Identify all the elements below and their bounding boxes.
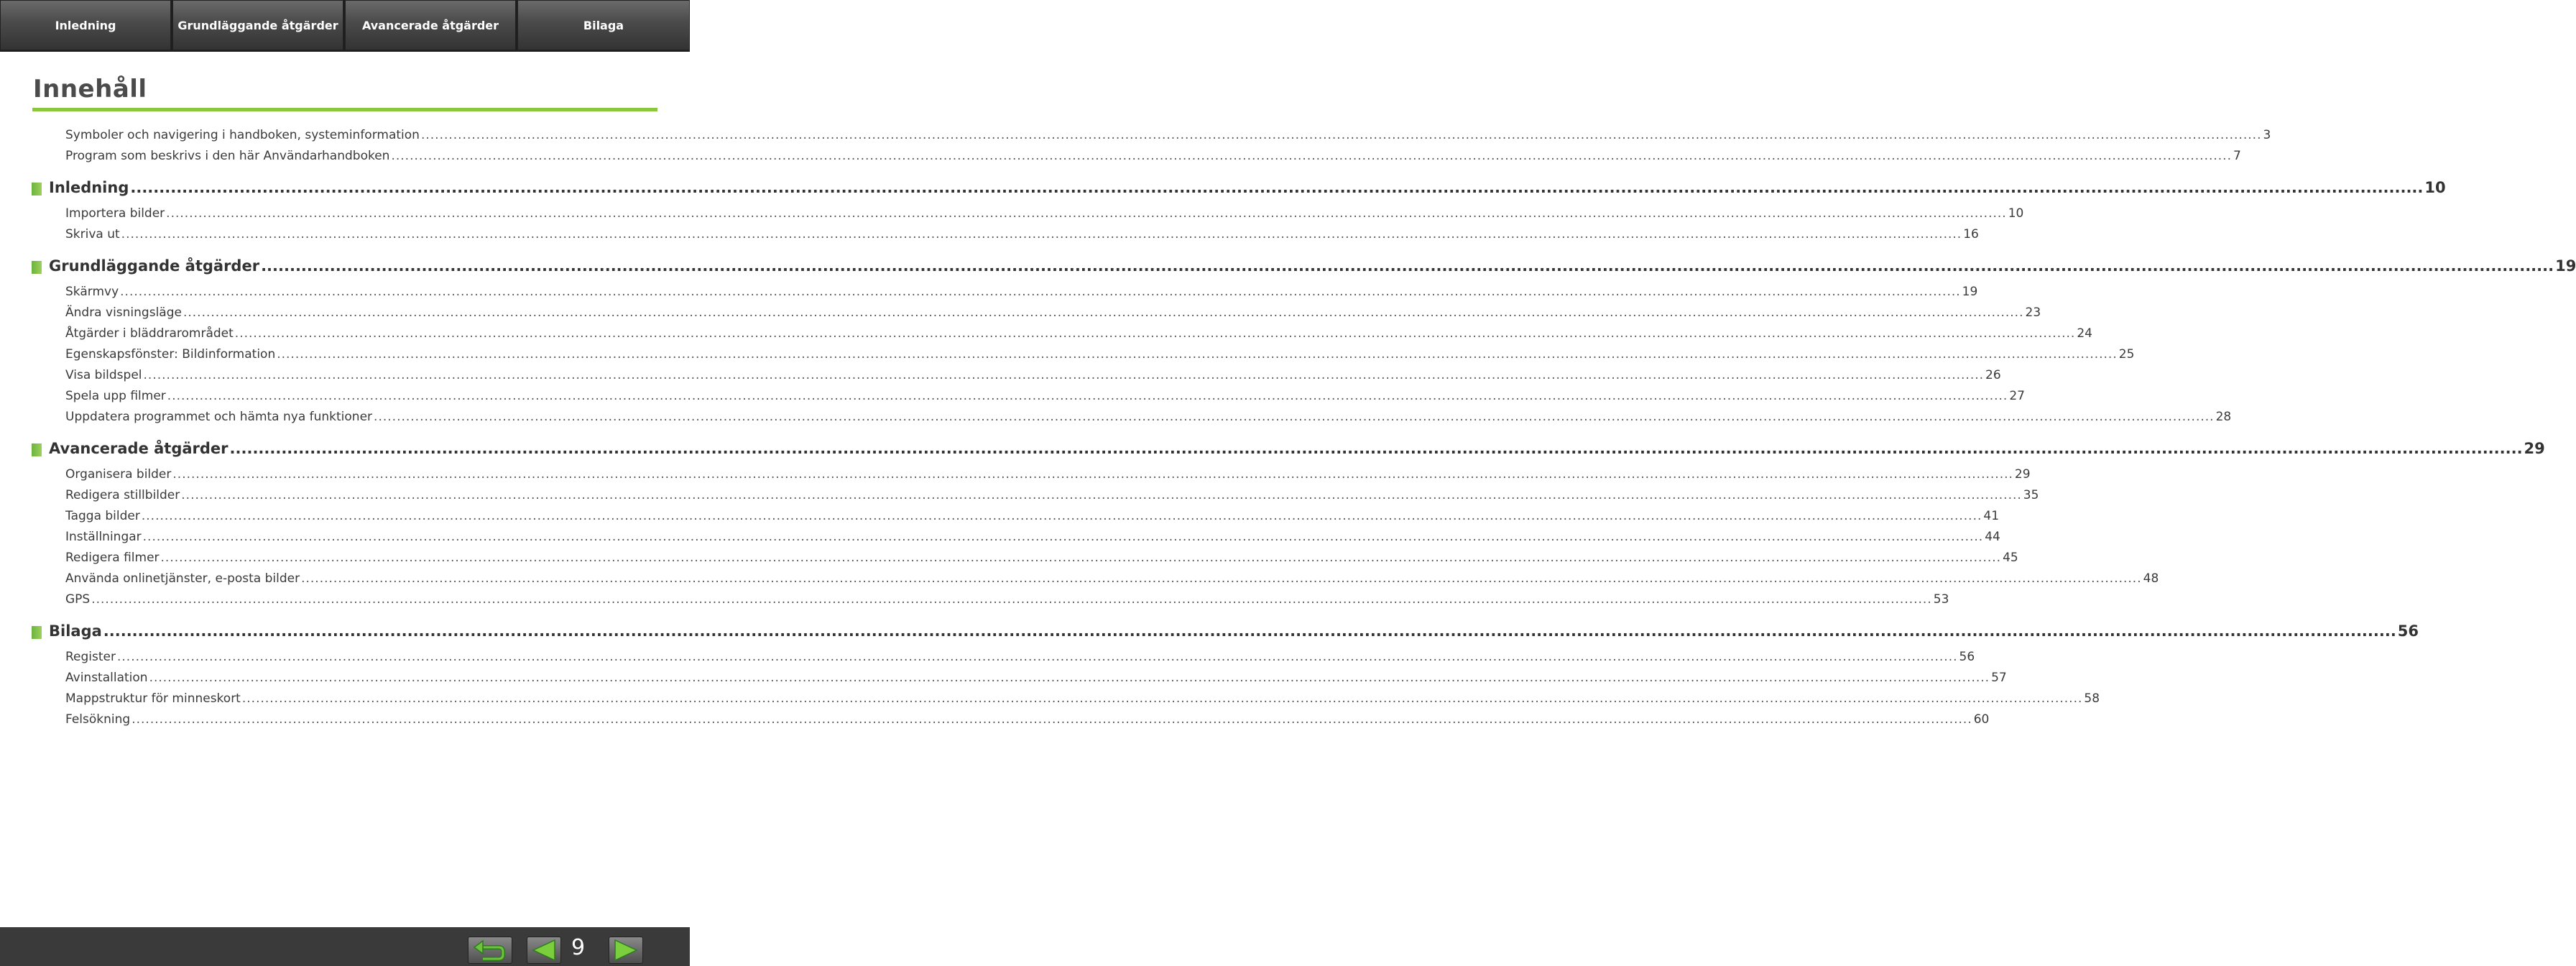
toc-entry[interactable] bbox=[65, 712, 1990, 730]
toc-page-number: 41 bbox=[1983, 509, 2000, 523]
dot-leader: ................................................................................................................................................................................................................................................................................................................................................................................................................ bbox=[166, 206, 2007, 221]
dot-leader: ................................................................................................................................................................................................................................................................................................................................................................................................................ bbox=[103, 622, 2396, 640]
toc-entry[interactable] bbox=[65, 571, 2159, 589]
toc-page-number: 35 bbox=[2023, 488, 2039, 502]
dot-leader: ................................................................................................................................................................................................................................................................................................................................................................................................................ bbox=[120, 285, 1961, 299]
toc-entry-label: Inställningar bbox=[65, 530, 142, 544]
section-marker-icon bbox=[32, 261, 42, 274]
toc-entry[interactable] bbox=[65, 691, 2100, 709]
toc-entry-label: GPS bbox=[65, 592, 91, 607]
toc-page-number: 24 bbox=[2077, 326, 2092, 341]
toc-entry[interactable] bbox=[65, 592, 1949, 610]
return-button[interactable] bbox=[468, 937, 512, 964]
toc-entry[interactable] bbox=[65, 410, 2232, 427]
toc-entry[interactable] bbox=[65, 326, 2092, 344]
dot-leader: ................................................................................................................................................................................................................................................................................................................................................................................................................ bbox=[420, 128, 2262, 142]
dot-leader: ................................................................................................................................................................................................................................................................................................................................................................................................................ bbox=[234, 326, 2076, 341]
toc-page-number: 19 bbox=[1962, 285, 1978, 299]
dot-leader: ................................................................................................................................................................................................................................................................................................................................................................................................................ bbox=[143, 368, 1985, 382]
toc-entry[interactable] bbox=[65, 671, 2007, 688]
toc-page-number: 27 bbox=[2009, 389, 2025, 403]
toc-entry[interactable] bbox=[65, 128, 2271, 145]
toc-section-entry[interactable] bbox=[49, 440, 2545, 460]
tab-grundlaggande-atgarder[interactable]: Grundläggande åtgärder bbox=[172, 0, 343, 50]
dot-leader: ................................................................................................................................................................................................................................................................................................................................................................................................................ bbox=[229, 440, 2523, 457]
toc-page-number: 25 bbox=[2118, 347, 2135, 362]
toc-entry-label: Felsökning bbox=[65, 712, 131, 727]
toc-section-entry[interactable] bbox=[49, 622, 2419, 643]
toc-entry-label: Redigera stillbilder bbox=[65, 488, 180, 502]
next-page-button[interactable] bbox=[609, 937, 643, 964]
toc-entry-label: Register bbox=[65, 650, 116, 664]
toc-entry-label: Uppdatera programmet och hämta nya funktioner bbox=[65, 410, 373, 424]
toc-entry[interactable] bbox=[65, 149, 2241, 166]
toc-entry-label: Importera bilder bbox=[65, 206, 165, 221]
toc-page-number: 29 bbox=[2524, 440, 2545, 457]
toc-page-number: 10 bbox=[2008, 206, 2024, 221]
toc-page-number: 28 bbox=[2215, 410, 2232, 424]
dot-leader: ................................................................................................................................................................................................................................................................................................................................................................................................................ bbox=[130, 179, 2424, 196]
dot-leader: ................................................................................................................................................................................................................................................................................................................................................................................................................ bbox=[142, 530, 1984, 544]
toc-page-number: 45 bbox=[2003, 551, 2018, 565]
dot-leader: ................................................................................................................................................................................................................................................................................................................................................................................................................ bbox=[277, 347, 2118, 362]
previous-page-icon bbox=[527, 937, 560, 963]
toc-entry-label: Ändra visningsläge bbox=[65, 305, 182, 320]
toc-page-number: 3 bbox=[2263, 128, 2271, 142]
toc-entry-label: Spela upp filmer bbox=[65, 389, 166, 403]
dot-leader: ................................................................................................................................................................................................................................................................................................................................................................................................................ bbox=[261, 257, 2554, 275]
toc-entry-label: Mappstruktur för minneskort bbox=[65, 691, 241, 706]
toc-page-number: 57 bbox=[1991, 671, 2007, 685]
toc-section-title: Avancerade åtgärder bbox=[49, 440, 228, 457]
dot-leader: ................................................................................................................................................................................................................................................................................................................................................................................................................ bbox=[141, 509, 1982, 523]
toc-entry[interactable] bbox=[65, 509, 2000, 526]
dot-leader: ................................................................................................................................................................................................................................................................................................................................................................................................................ bbox=[181, 488, 2022, 502]
toc-entry[interactable] bbox=[65, 206, 2024, 224]
toc-entry-label: Program som beskrivs i den här Användarhandboken bbox=[65, 149, 390, 163]
toc-page-number: 56 bbox=[1959, 650, 1975, 664]
toc-page-number: 44 bbox=[1985, 530, 2000, 544]
toc-page-number: 60 bbox=[1973, 712, 1990, 727]
return-icon bbox=[468, 937, 512, 963]
toc-page-number: 48 bbox=[2143, 571, 2159, 586]
dot-leader: ................................................................................................................................................................................................................................................................................................................................................................................................................ bbox=[121, 227, 1962, 242]
toc-entry-label: Symboler och navigering i handboken, systeminformation bbox=[65, 128, 420, 142]
toc-entry[interactable] bbox=[65, 488, 2039, 505]
title-divider bbox=[32, 108, 657, 111]
toc-entry[interactable] bbox=[65, 389, 2025, 406]
toc-section-entry[interactable] bbox=[49, 257, 2576, 277]
toc-page-number: 56 bbox=[2397, 622, 2419, 640]
toc-page-number: 26 bbox=[1985, 368, 2001, 382]
toc-entry[interactable] bbox=[65, 305, 2041, 323]
section-marker-icon bbox=[32, 183, 42, 196]
toc-page-number: 58 bbox=[2084, 691, 2100, 706]
toc-entry-label: Avinstallation bbox=[65, 671, 148, 685]
dot-leader: ................................................................................................................................................................................................................................................................................................................................................................................................................ bbox=[183, 305, 2024, 320]
toc-section-title: Bilaga bbox=[49, 622, 102, 640]
toc-entry-label: Skriva ut bbox=[65, 227, 120, 242]
toc-page-number: 10 bbox=[2424, 179, 2446, 196]
toc-page-number: 53 bbox=[1933, 592, 1949, 607]
toc-page-number: 19 bbox=[2555, 257, 2576, 275]
dot-leader: ................................................................................................................................................................................................................................................................................................................................................................................................................ bbox=[241, 691, 2083, 706]
tab-inledning[interactable]: Inledning bbox=[0, 0, 171, 50]
toc-section-title: Inledning bbox=[49, 179, 129, 196]
toc-entry-label: Redigera filmer bbox=[65, 551, 160, 565]
toc-page-number: 7 bbox=[2233, 149, 2241, 163]
dot-leader: ................................................................................................................................................................................................................................................................................................................................................................................................................ bbox=[160, 551, 2002, 565]
toc-entry-label: Åtgärder i bläddrarområdet bbox=[65, 326, 234, 341]
toc-entry-label: Visa bildspel bbox=[65, 368, 142, 382]
dot-leader: ................................................................................................................................................................................................................................................................................................................................................................................................................ bbox=[117, 650, 1958, 664]
section-marker-icon bbox=[32, 443, 42, 456]
toc-page-number: 29 bbox=[2014, 467, 2031, 482]
dot-leader: ................................................................................................................................................................................................................................................................................................................................................................................................................ bbox=[149, 671, 1990, 685]
toc-page-number: 23 bbox=[2025, 305, 2041, 320]
dot-leader: ................................................................................................................................................................................................................................................................................................................................................................................................................ bbox=[167, 389, 2008, 403]
dot-leader: ................................................................................................................................................................................................................................................................................................................................................................................................................ bbox=[301, 571, 2142, 586]
dot-leader: ................................................................................................................................................................................................................................................................................................................................................................................................................ bbox=[391, 149, 2232, 163]
toc-section-entry[interactable] bbox=[49, 179, 2446, 199]
top-tab-bar bbox=[0, 0, 690, 52]
dot-leader: ................................................................................................................................................................................................................................................................................................................................................................................................................ bbox=[374, 410, 2215, 424]
toc-entry[interactable] bbox=[65, 650, 1975, 667]
tab-avancerade-atgarder[interactable]: Avancerade åtgärder bbox=[345, 0, 516, 50]
toc-entry[interactable] bbox=[65, 551, 2018, 568]
dot-leader: ................................................................................................................................................................................................................................................................................................................................................................................................................ bbox=[172, 467, 2013, 482]
toc-entry[interactable] bbox=[65, 227, 1979, 244]
dot-leader: ................................................................................................................................................................................................................................................................................................................................................................................................................ bbox=[131, 712, 1972, 727]
page-title: Innehåll bbox=[33, 75, 147, 104]
toc-section-title: Grundläggande åtgärder bbox=[49, 257, 260, 275]
toc-entry-label: Tagga bilder bbox=[65, 509, 140, 523]
section-marker-icon bbox=[32, 626, 42, 639]
toc-entry[interactable] bbox=[65, 347, 2135, 364]
tab-bilaga[interactable]: Bilaga bbox=[517, 0, 690, 50]
toc-entry[interactable] bbox=[65, 285, 1978, 302]
toc-entry[interactable] bbox=[65, 467, 2031, 484]
toc-entry-label: Egenskapsfönster: Bildinformation bbox=[65, 347, 276, 362]
toc-entry-label: Organisera bilder bbox=[65, 467, 172, 482]
toc-entry[interactable] bbox=[65, 368, 2001, 385]
toc-entry-label: Skärmvy bbox=[65, 285, 119, 299]
toc-page-number: 16 bbox=[1963, 227, 1979, 242]
previous-page-button[interactable] bbox=[527, 937, 561, 964]
footer-bar bbox=[0, 927, 690, 966]
toc-entry-label: Använda onlinetjänster, e-posta bilder bbox=[65, 571, 300, 586]
page-number: 9 bbox=[571, 935, 586, 960]
dot-leader: ................................................................................................................................................................................................................................................................................................................................................................................................................ bbox=[91, 592, 1932, 607]
next-page-icon bbox=[609, 937, 642, 963]
toc-entry[interactable] bbox=[65, 530, 2000, 547]
